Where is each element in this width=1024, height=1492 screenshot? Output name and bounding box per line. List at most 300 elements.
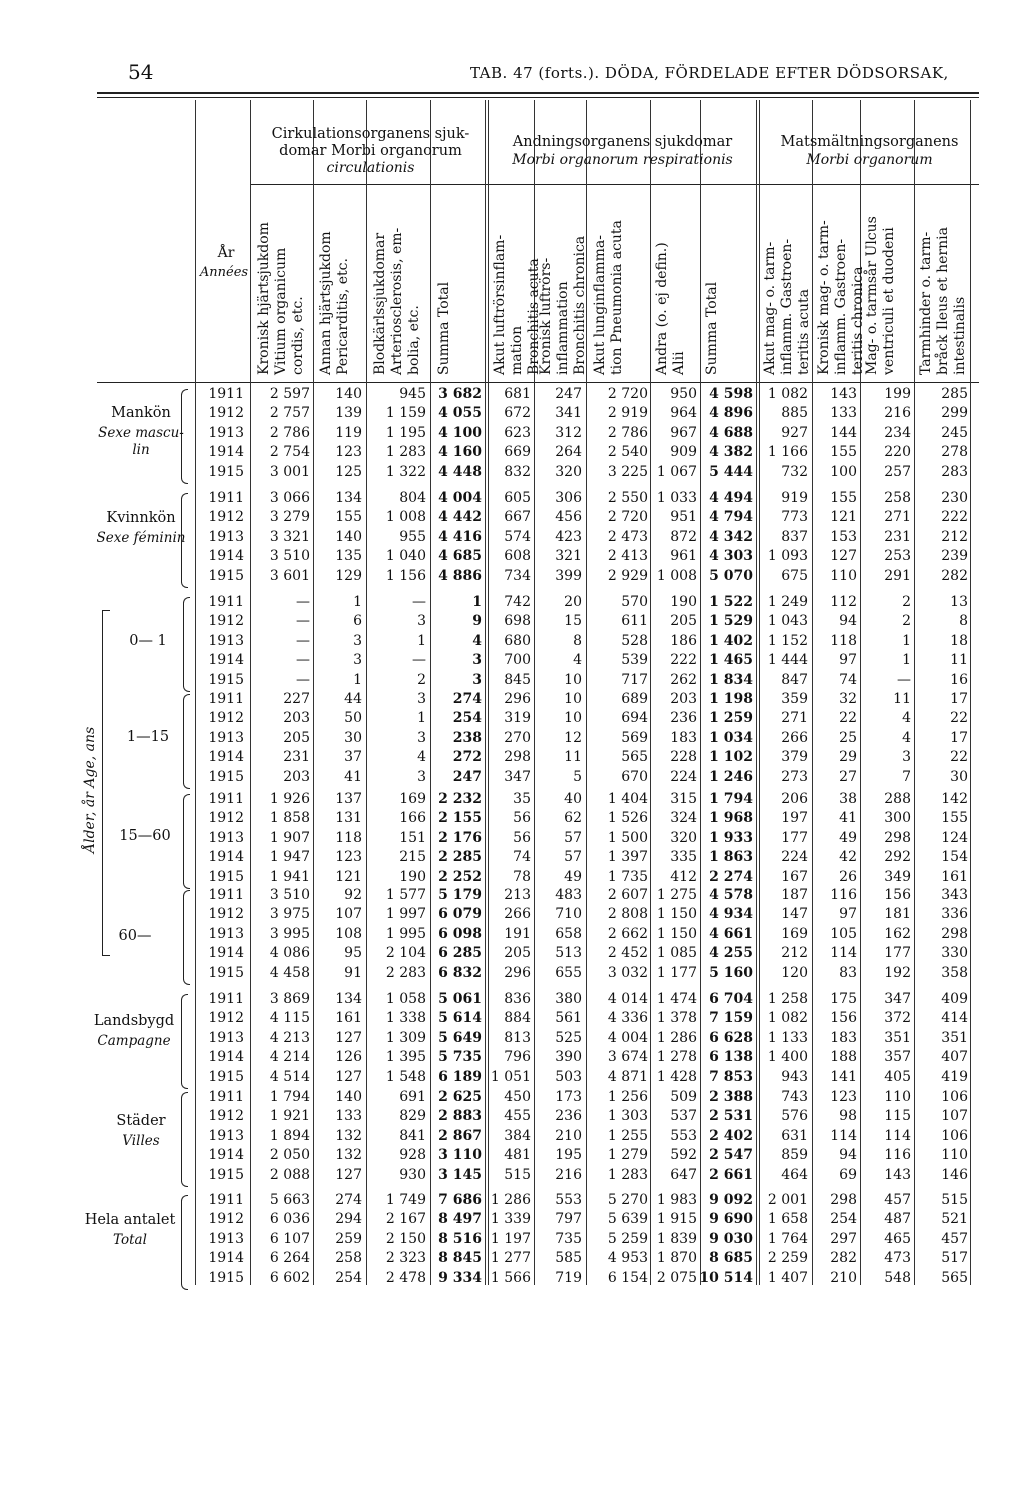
table-cell: 5 179 <box>438 887 482 903</box>
table-cell: 5 061 <box>438 991 482 1007</box>
row-group-label: 1—15 <box>126 729 170 745</box>
table-cell: 2 <box>417 671 426 688</box>
table-cell: 283 <box>941 463 968 480</box>
table-cell: 245 <box>941 424 968 441</box>
table-cell: 4 014 <box>607 991 648 1007</box>
table-cell: 4 004 <box>607 1029 648 1046</box>
table-cell: 114 <box>884 1127 911 1144</box>
table-cell: 49 <box>564 868 582 885</box>
table-cell: 266 <box>781 729 808 746</box>
table-cell: 2 001 <box>767 1192 808 1208</box>
table-cell: 5 259 <box>607 1230 648 1247</box>
table-cell: 127 <box>335 1029 362 1046</box>
year-cell: 1912 <box>208 509 244 526</box>
table-cell: 1 043 <box>767 613 808 630</box>
table-cell: 608 <box>504 548 531 565</box>
table-cell: 56 <box>513 829 531 846</box>
year-cell: 1914 <box>208 548 244 565</box>
table-cell: 4 448 <box>438 463 482 480</box>
table-cell: 11 <box>564 749 582 766</box>
table-cell: 203 <box>283 710 310 727</box>
table-cell: 83 <box>839 964 857 981</box>
table-cell: 188 <box>830 1049 857 1066</box>
table-cell: 18 <box>950 632 968 649</box>
table-cell: 335 <box>670 849 697 866</box>
table-cell: 1 834 <box>709 671 753 688</box>
table-cell: 2 150 <box>385 1230 426 1247</box>
table-cell: 2 104 <box>385 945 426 962</box>
column-header-6: Kronisk luftrörs- inflammation Bronchitis chronica <box>538 235 588 375</box>
table-cell: 2 531 <box>709 1108 753 1125</box>
table-cell: 20 <box>564 594 582 610</box>
table-cell: 262 <box>670 671 697 688</box>
table-cell: 10 <box>564 691 582 707</box>
table-cell: 928 <box>399 1147 426 1164</box>
table-cell: 146 <box>941 1166 968 1183</box>
table-cell: 717 <box>621 671 648 688</box>
table-cell: 192 <box>884 964 911 981</box>
table-cell: 321 <box>555 548 582 565</box>
column-rule <box>970 100 971 1285</box>
table-cell: 1 858 <box>269 810 310 827</box>
table-cell: 222 <box>670 652 697 669</box>
table-cell: 3 975 <box>269 906 310 923</box>
table-cell: 254 <box>335 1269 362 1286</box>
table-cell: 1 156 <box>385 567 426 584</box>
table-cell: 212 <box>781 945 808 962</box>
table-cell: 4 896 <box>709 405 753 422</box>
table-cell: 796 <box>504 1049 531 1066</box>
table-cell: 69 <box>839 1166 857 1183</box>
table-cell: 1 303 <box>607 1108 648 1125</box>
table-cell: 2 662 <box>607 925 648 942</box>
table-cell: 681 <box>504 386 531 402</box>
year-cell: 1913 <box>208 424 244 441</box>
column-rule <box>250 100 251 1285</box>
year-cell: 1912 <box>208 906 244 923</box>
column-header-9: Summa Total <box>704 281 720 375</box>
table-cell: 4 688 <box>709 424 753 441</box>
table-cell: 127 <box>335 1068 362 1085</box>
table-cell: 553 <box>555 1192 582 1208</box>
table-cell: 1 863 <box>709 849 753 866</box>
table-cell: 2 388 <box>709 1089 753 1105</box>
table-cell: 548 <box>884 1269 911 1286</box>
table-cell: 1 397 <box>607 849 648 866</box>
table-cell: 3 995 <box>269 925 310 942</box>
table-cell: 7 853 <box>709 1068 753 1085</box>
table-cell: 4 086 <box>269 945 310 962</box>
table-cell: 2 661 <box>709 1166 753 1183</box>
table-cell: 2 478 <box>385 1269 426 1286</box>
row-group-sublabel: Sexe mascu- lin <box>98 425 184 458</box>
column-header-12: Mag- o. tarmsår Ulcus ventriculi et duodeni <box>864 216 897 375</box>
table-cell: 539 <box>621 652 648 669</box>
table-cell: 236 <box>670 710 697 727</box>
table-cell: 2 625 <box>438 1089 482 1105</box>
table-cell: 3 <box>353 652 362 669</box>
group-header-circulation-3: circulationis <box>326 160 415 176</box>
table-cell: 6 <box>353 613 362 630</box>
table-cell: 298 <box>830 1192 857 1208</box>
table-cell: 4 442 <box>438 509 482 526</box>
table-cell: 1 <box>353 594 362 610</box>
table-cell: 1 279 <box>607 1147 648 1164</box>
table-cell: 5 070 <box>709 567 753 584</box>
table-cell: 1 159 <box>385 405 426 422</box>
column-header-5: Akut luftrörsinflam- mation Bronchitis acuta <box>492 234 542 375</box>
table-cell: 9 030 <box>709 1230 753 1247</box>
table-cell: 669 <box>504 444 531 461</box>
row-group-label: 0— 1 <box>129 633 167 649</box>
table-cell: 710 <box>555 906 582 923</box>
age-bracket-top <box>102 610 110 611</box>
table-cell: 2 597 <box>269 386 310 402</box>
table-cell: 234 <box>884 424 911 441</box>
table-cell: 3 510 <box>269 887 310 903</box>
table-cell: 698 <box>504 613 531 630</box>
table-cell: 3 682 <box>438 386 482 402</box>
column-rule <box>700 100 701 1285</box>
table-cell: 2 720 <box>607 386 648 402</box>
table-cell: 734 <box>504 567 531 584</box>
table-cell: 859 <box>781 1147 808 1164</box>
year-cell: 1915 <box>208 567 244 584</box>
column-header-7: Akut lunginflamma- tion Pneumonia acuta <box>592 220 625 375</box>
year-cell: 1915 <box>208 463 244 480</box>
table-cell: 118 <box>830 632 857 649</box>
table-cell: 2 547 <box>709 1147 753 1164</box>
table-cell: 230 <box>941 490 968 506</box>
table-cell: 689 <box>621 691 648 707</box>
table-cell: 832 <box>504 463 531 480</box>
table-cell: 909 <box>670 444 697 461</box>
table-cell: 349 <box>884 868 911 885</box>
table-cell: 12 <box>564 729 582 746</box>
table-cell: 300 <box>884 810 911 827</box>
table-cell: 455 <box>504 1108 531 1125</box>
year-cell: 1911 <box>208 991 244 1007</box>
table-cell: 137 <box>335 791 362 807</box>
table-cell: 197 <box>781 810 808 827</box>
table-cell: 1 082 <box>767 1010 808 1027</box>
table-cell: 464 <box>781 1166 808 1183</box>
table-cell: 553 <box>670 1127 697 1144</box>
table-cell: 127 <box>830 548 857 565</box>
table-cell: 1 428 <box>656 1068 697 1085</box>
table-cell: 154 <box>941 849 968 866</box>
table-cell: 1 255 <box>607 1127 648 1144</box>
table-cell: 2 283 <box>385 964 426 981</box>
table-cell: 135 <box>335 548 362 565</box>
table-cell: 885 <box>781 405 808 422</box>
table-cell: 1 764 <box>767 1230 808 1247</box>
table-cell: 2 452 <box>607 945 648 962</box>
table-cell: 41 <box>839 810 857 827</box>
row-group-label: Städer <box>116 1113 166 1129</box>
year-cell: 1913 <box>208 1127 244 1144</box>
table-cell: 1 258 <box>767 991 808 1007</box>
table-cell: 227 <box>283 691 310 707</box>
table-cell: 9 334 <box>438 1269 482 1286</box>
year-cell: 1912 <box>208 405 244 422</box>
year-cell: 1912 <box>208 1108 244 1125</box>
table-cell: 670 <box>621 768 648 785</box>
table-cell: 423 <box>555 528 582 545</box>
table-cell: 115 <box>884 1108 911 1125</box>
table-cell: 56 <box>513 810 531 827</box>
table-cell: 216 <box>555 1166 582 1183</box>
table-cell: 183 <box>670 729 697 746</box>
table-cell: 743 <box>781 1089 808 1105</box>
table-cell: 1 150 <box>656 925 697 942</box>
table-cell: 1 400 <box>767 1049 808 1066</box>
table-cell: 1 <box>417 632 426 649</box>
table-cell: 294 <box>335 1211 362 1228</box>
table-cell: 569 <box>621 729 648 746</box>
table-cell: 129 <box>335 567 362 584</box>
table-cell: — <box>296 613 310 630</box>
table-cell: 110 <box>830 567 857 584</box>
table-cell: 10 <box>564 671 582 688</box>
table-cell: 1 947 <box>269 849 310 866</box>
table-cell: 3 <box>417 691 426 707</box>
table-cell: 450 <box>504 1089 531 1105</box>
table-cell: 4 794 <box>709 509 753 526</box>
age-side-label: Ålder, år Age, ans <box>82 726 98 854</box>
year-cell: 1914 <box>208 749 244 766</box>
table-cell: 147 <box>781 906 808 923</box>
table-cell: 561 <box>555 1010 582 1027</box>
table-cell: 1 794 <box>269 1089 310 1105</box>
table-cell: 112 <box>830 594 857 610</box>
table-cell: 315 <box>670 791 697 807</box>
table-cell: 1 <box>902 652 911 669</box>
table-cell: 22 <box>950 710 968 727</box>
table-cell: 884 <box>504 1010 531 1027</box>
table-cell: 123 <box>830 1089 857 1105</box>
table-cell: 358 <box>941 964 968 981</box>
table-cell: 1 195 <box>385 424 426 441</box>
table-cell: 254 <box>452 710 482 727</box>
table-cell: 177 <box>781 829 808 846</box>
table-cell: 1 339 <box>490 1211 531 1228</box>
table-cell: 4 514 <box>269 1068 310 1085</box>
table-cell: 4 <box>472 632 482 649</box>
row-group-brace <box>181 1195 188 1290</box>
table-cell: 22 <box>839 710 857 727</box>
table-cell: 100 <box>830 463 857 480</box>
table-cell: 4 <box>902 710 911 727</box>
table-cell: 6 098 <box>438 925 482 942</box>
table-cell: 1 277 <box>490 1250 531 1267</box>
table-cell: 270 <box>504 729 531 746</box>
table-cell: 7 686 <box>438 1192 482 1208</box>
table-cell: 503 <box>555 1068 582 1085</box>
table-cell: 399 <box>555 567 582 584</box>
table-cell: 1 <box>902 632 911 649</box>
table-cell: 282 <box>941 567 968 584</box>
table-cell: 139 <box>335 405 362 422</box>
age-bracket-line <box>102 610 103 955</box>
table-cell: 1 474 <box>656 991 697 1007</box>
table-cell: 4 934 <box>709 906 753 923</box>
table-cell: 231 <box>283 749 310 766</box>
table-cell: — <box>412 652 426 669</box>
table-cell: 457 <box>941 1230 968 1247</box>
table-cell: 2 473 <box>607 528 648 545</box>
column-rule <box>914 100 915 1285</box>
column-header-2: Annan hjärtsjukdom Pericarditis, etc. <box>318 231 351 375</box>
table-cell: 1 <box>417 710 426 727</box>
table-cell: 3 <box>472 671 482 688</box>
table-cell: 6 832 <box>438 964 482 981</box>
table-cell: 343 <box>941 887 968 903</box>
table-cell: 4 953 <box>607 1250 648 1267</box>
table-cell: 26 <box>839 868 857 885</box>
table-cell: 10 514 <box>699 1269 753 1286</box>
table-cell: 576 <box>781 1108 808 1125</box>
table-cell: 1 404 <box>607 791 648 807</box>
table-cell: 38 <box>839 791 857 807</box>
table-cell: 206 <box>781 791 808 807</box>
table-cell: 1 040 <box>385 548 426 565</box>
table-cell: 3 032 <box>607 964 648 981</box>
table-cell: 143 <box>830 386 857 402</box>
table-cell: 247 <box>555 386 582 402</box>
table-cell: 836 <box>504 991 531 1007</box>
table-cell: 658 <box>555 925 582 942</box>
table-cell: 2 <box>902 594 911 610</box>
table-cell: 10 <box>564 710 582 727</box>
table-cell: 2 786 <box>607 424 648 441</box>
table-cell: 351 <box>884 1029 911 1046</box>
table-cell: 155 <box>941 810 968 827</box>
table-cell: 1 152 <box>767 632 808 649</box>
table-cell: 183 <box>830 1029 857 1046</box>
table-cell: 1 085 <box>656 945 697 962</box>
table-cell: 298 <box>884 829 911 846</box>
group-header-digestion-2: Morbi organorum <box>806 152 933 168</box>
table-cell: 2 413 <box>607 548 648 565</box>
table-cell: 94 <box>839 613 857 630</box>
table-cell: 950 <box>670 386 697 402</box>
group-header-respiration-2: Morbi organorum respirationis <box>512 152 733 168</box>
table-cell: 143 <box>884 1166 911 1183</box>
row-group-sublabel: Sexe féminin <box>96 530 186 546</box>
table-cell: 125 <box>335 463 362 480</box>
table-cell: 4 494 <box>709 490 753 506</box>
table-cell: 264 <box>555 444 582 461</box>
table-cell: 169 <box>399 791 426 807</box>
year-cell: 1912 <box>208 1010 244 1027</box>
table-cell: 94 <box>839 1147 857 1164</box>
year-cell: 1913 <box>208 632 244 649</box>
table-cell: 4 871 <box>607 1068 648 1085</box>
table-cell: 35 <box>513 791 531 807</box>
table-cell: 3 145 <box>438 1166 482 1183</box>
table-cell: 961 <box>670 548 697 565</box>
table-cell: 2 786 <box>269 424 310 441</box>
table-cell: 74 <box>513 849 531 866</box>
table-cell: 121 <box>830 509 857 526</box>
table-cell: 210 <box>830 1269 857 1286</box>
table-cell: 1 177 <box>656 964 697 981</box>
table-cell: 1 894 <box>269 1127 310 1144</box>
table-cell: 4 004 <box>438 490 482 506</box>
table-cell: 2 274 <box>709 868 753 885</box>
table-cell: 631 <box>781 1127 808 1144</box>
year-cell: 1914 <box>208 945 244 962</box>
table-cell: 2 050 <box>269 1147 310 1164</box>
table-cell: 6 628 <box>709 1029 753 1046</box>
table-cell: 4 213 <box>269 1029 310 1046</box>
table-cell: 9 <box>472 613 482 630</box>
column-header-4: Summa Total <box>436 281 452 375</box>
year-cell: 1911 <box>208 887 244 903</box>
table-cell: 1 093 <box>767 548 808 565</box>
table-cell: 611 <box>621 613 648 630</box>
table-cell: 97 <box>839 906 857 923</box>
table-cell: 930 <box>399 1166 426 1183</box>
table-cell: 266 <box>504 906 531 923</box>
table-cell: 37 <box>344 749 362 766</box>
table-cell: 224 <box>670 768 697 785</box>
table-cell: 123 <box>335 849 362 866</box>
table-cell: 120 <box>781 964 808 981</box>
table-cell: 1 915 <box>656 1211 697 1228</box>
table-cell: 5 160 <box>709 964 753 981</box>
table-cell: 161 <box>335 1010 362 1027</box>
group-header-circulation-2: domar Morbi organorum <box>279 143 462 159</box>
table-cell: 347 <box>884 991 911 1007</box>
table-cell: 2 883 <box>438 1108 482 1125</box>
table-cell: 253 <box>884 548 911 565</box>
table-cell: 5 663 <box>269 1192 310 1208</box>
table-cell: 1 933 <box>709 829 753 846</box>
table-cell: 107 <box>335 906 362 923</box>
table-cell: 132 <box>335 1127 362 1144</box>
table-cell: 515 <box>941 1192 968 1208</box>
table-cell: 414 <box>941 1010 968 1027</box>
table-cell: 672 <box>504 405 531 422</box>
table-cell: 565 <box>621 749 648 766</box>
page-number: 54 <box>128 60 154 84</box>
table-cell: 1 395 <box>385 1049 426 1066</box>
table-cell: 238 <box>452 729 482 746</box>
table-cell: 319 <box>504 710 531 727</box>
year-cell: 1911 <box>208 1089 244 1105</box>
year-cell: 1915 <box>208 1068 244 1085</box>
table-cell: 27 <box>839 768 857 785</box>
table-cell: 155 <box>830 490 857 506</box>
table-cell: 156 <box>830 1010 857 1027</box>
table-cell: 8 497 <box>438 1211 482 1228</box>
top-rule <box>97 92 979 94</box>
table-cell: 487 <box>884 1211 911 1228</box>
table-cell: 412 <box>670 868 697 885</box>
table-cell: 205 <box>670 613 697 630</box>
table-cell: 131 <box>335 810 362 827</box>
table-cell: 169 <box>781 925 808 942</box>
table-cell: 4 100 <box>438 424 482 441</box>
table-cell: 215 <box>399 849 426 866</box>
table-cell: 3 674 <box>607 1049 648 1066</box>
table-cell: 2 075 <box>656 1269 697 1286</box>
table-cell: 1 197 <box>490 1230 531 1247</box>
table-cell: 259 <box>335 1230 362 1247</box>
column-rule <box>195 100 196 1285</box>
